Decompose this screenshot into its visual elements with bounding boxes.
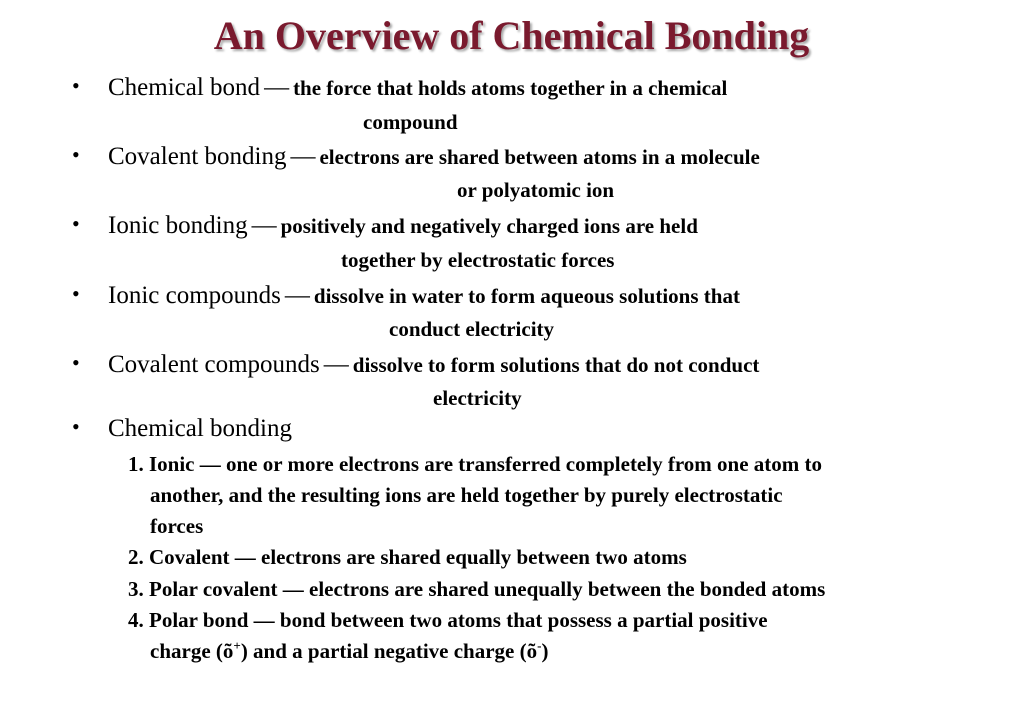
bullet-dot: • <box>72 281 80 306</box>
definition-continuation: together by electrostatic forces <box>341 248 615 272</box>
bullet-dot: • <box>72 142 80 167</box>
definition-continuation: conduct electricity <box>389 317 555 341</box>
bullet-dot: • <box>72 211 80 236</box>
definition-continuation: compound <box>363 110 458 134</box>
term: Covalent bonding <box>108 143 287 170</box>
slide-title: An Overview of Chemical Bonding <box>213 13 810 58</box>
dash: — <box>323 351 349 378</box>
definition-continuation: electricity <box>433 386 522 410</box>
text-segment: ) <box>541 639 549 663</box>
sub-item-line: 4. Polar bond — bond between two atoms that possess a partial positive <box>128 608 768 632</box>
text-segment: ) and a partial negative charge (õ <box>240 639 538 663</box>
sub-item-ionic <box>128 449 822 542</box>
term: Covalent compounds <box>108 351 320 378</box>
bullet-dot: • <box>72 350 80 375</box>
sub-item-line-charges <box>128 636 768 667</box>
definition: dissolve to form solutions that do not conduct <box>352 353 760 377</box>
sub-item-covalent <box>128 542 687 573</box>
definition: dissolve in water to form aqueous solutions that <box>313 284 740 308</box>
dash: — <box>290 143 316 170</box>
definition: the force that holds atoms together in a chemical <box>293 76 728 100</box>
dash: — <box>251 212 277 239</box>
sub-item-line: 2. Covalent — electrons are shared equally between two atoms <box>128 545 687 569</box>
sub-item-line: forces <box>150 514 204 538</box>
definition: positively and negatively charged ions are held <box>280 214 698 238</box>
text-segment: charge (õ <box>150 639 234 663</box>
sub-item-line: 3. Polar covalent — electrons are shared unequally between the bonded atoms <box>128 577 826 601</box>
sub-item-polar-covalent <box>128 574 825 605</box>
bullet-dot: • <box>72 73 80 98</box>
term: Chemical bond <box>108 74 261 101</box>
term: Ionic bonding <box>108 212 248 239</box>
superscript-minus: - <box>537 638 542 653</box>
dash: — <box>284 282 310 309</box>
definition: electrons are shared between atoms in a molecule <box>319 145 760 169</box>
definition-continuation: or polyatomic ion <box>457 178 615 202</box>
term: Ionic compounds <box>108 282 281 309</box>
sub-item-line: 1. Ionic — one or more electrons are transferred completely from one atom to <box>128 452 822 476</box>
sub-item-line: another, and the resulting ions are held together by purely electrostatic <box>150 483 783 507</box>
dash: — <box>264 74 290 101</box>
sub-item-polar-bond <box>128 605 768 667</box>
superscript-plus: + <box>233 638 241 653</box>
term: Chemical bonding <box>108 415 292 442</box>
bullet-dot: • <box>72 414 80 439</box>
